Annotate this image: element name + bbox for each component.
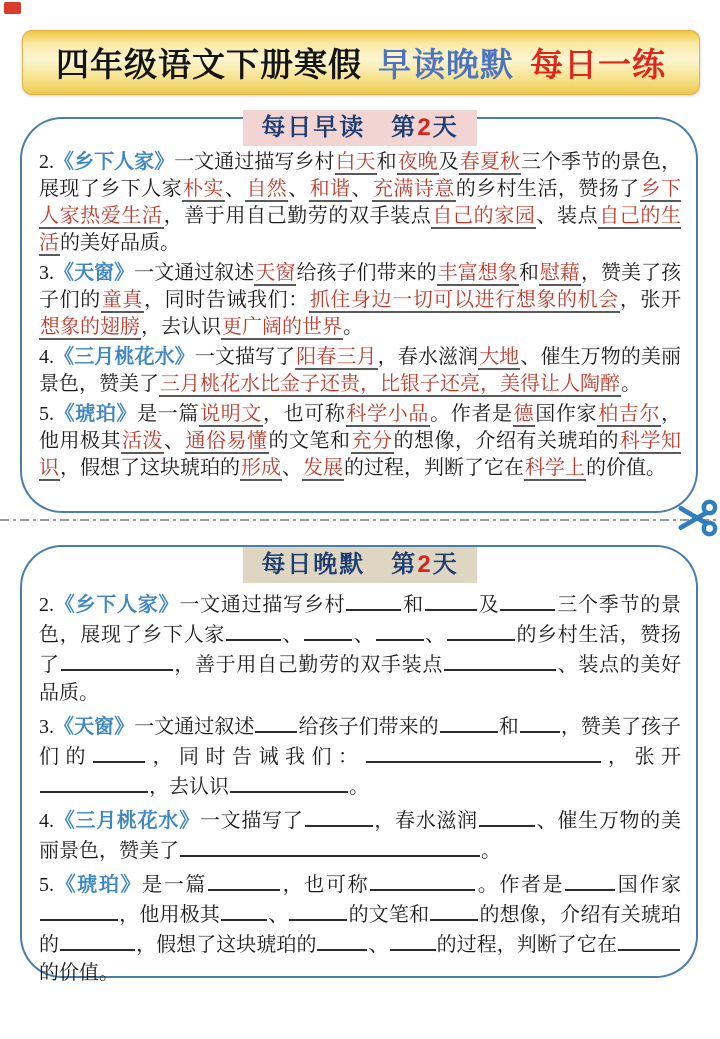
body-text: ，善于用自己勤劳的双手装点 xyxy=(163,205,432,227)
blank-line xyxy=(376,619,424,641)
answer-text: 充满诗意 xyxy=(372,178,455,200)
corner-mark xyxy=(4,2,21,14)
answer-text: 充分 xyxy=(351,430,393,452)
body-text: ，同时告诫我们： xyxy=(146,746,365,768)
body-text: ，春水滋润 xyxy=(373,810,478,832)
body-text: 和 xyxy=(402,594,424,616)
day-number: 2 xyxy=(417,114,433,141)
answer-text: 自然 xyxy=(246,178,288,200)
blank-line xyxy=(447,619,515,641)
blank-line xyxy=(289,899,347,921)
answer-text: 活泼 xyxy=(122,430,163,452)
answer-text: 天窗 xyxy=(255,262,296,284)
body-text: 。 xyxy=(343,316,363,338)
body-text: 。作者是 xyxy=(476,874,565,896)
answer-text: 乡下人家热爱生活 xyxy=(39,178,682,227)
body-text: 的过程，判断了它在 xyxy=(436,934,618,956)
answer-text: 柏吉尔 xyxy=(598,403,661,425)
body-text: 、装点的美好品质。 xyxy=(39,654,682,704)
blank-line xyxy=(520,711,560,733)
book-title: 《三月桃花水》 xyxy=(54,810,200,832)
book-title: 《天窗》 xyxy=(54,716,135,738)
answer-text: 发展 xyxy=(303,457,343,479)
body-text: ，他用极其 xyxy=(39,403,682,452)
body-text: 国作家 xyxy=(535,403,598,425)
body-text: 、装点 xyxy=(536,205,599,227)
body-text: 和 xyxy=(518,262,539,284)
item-number: 3. xyxy=(39,262,54,284)
book-title: 《乡下人家》 xyxy=(54,594,180,616)
body-text: 及 xyxy=(438,151,459,173)
answer-text: 春夏秋 xyxy=(459,151,520,173)
body-text: 三个季节的景色，展现了乡下人家 xyxy=(39,151,682,200)
page-title xyxy=(56,39,666,86)
blank-line xyxy=(425,589,477,611)
body-text: 及 xyxy=(477,594,500,616)
blank-line xyxy=(444,649,556,671)
body-text: 和 xyxy=(376,151,397,173)
body-text: 的想像，介绍有关琥珀的 xyxy=(39,904,682,956)
body-text: ，张开 xyxy=(601,746,681,768)
section-header-suffix: 天 xyxy=(432,551,459,578)
section-header-suffix: 天 xyxy=(432,114,459,141)
body-text: 的文笔和 xyxy=(348,904,430,926)
paragraph xyxy=(39,401,681,482)
body-text: 国作家 xyxy=(616,874,682,896)
book-title: 《琥珀》 xyxy=(54,403,138,425)
answer-text: 说明文 xyxy=(200,403,262,425)
body-text: 。作者是 xyxy=(430,403,513,425)
blank-line xyxy=(93,741,145,763)
body-text: 、 xyxy=(351,178,372,200)
body-text: 、 xyxy=(288,178,309,200)
body-text: 三个季节的景色，展现了乡下人家 xyxy=(39,594,682,646)
blank-line xyxy=(61,649,173,671)
item-number: 5. xyxy=(39,403,54,425)
body-text: 的想像，介绍有关琥珀的 xyxy=(393,430,619,452)
book-title: 《乡下人家》 xyxy=(54,151,175,173)
body-text: 一文描写了 xyxy=(194,346,296,368)
evening-dictation-content xyxy=(39,589,681,987)
body-text: ，善于用自己勤劳的双手装点 xyxy=(173,654,444,676)
answer-text: 童真 xyxy=(101,289,144,311)
blank-line xyxy=(40,899,118,921)
body-text: 给孩子们带来的 xyxy=(296,262,437,284)
body-text: ，也可称 xyxy=(262,403,346,425)
paragraph xyxy=(39,805,681,865)
body-text: ，他用极其 xyxy=(119,904,221,926)
answer-text: 科学小品 xyxy=(346,403,430,425)
page-title-blue: 早读晚默 xyxy=(378,48,514,84)
body-text: ，假想了这块琥珀的 xyxy=(60,457,240,479)
item-number: 3. xyxy=(39,716,54,738)
blank-line xyxy=(221,899,267,921)
scissors-icon xyxy=(677,497,719,539)
body-text: ，去认识 xyxy=(149,776,229,798)
answer-text: 夜晚 xyxy=(397,151,438,173)
item-number: 4. xyxy=(39,810,54,832)
blank-line xyxy=(479,805,535,827)
answer-text: 慰藉 xyxy=(539,262,580,284)
body-text: ，假想了这块琥珀的 xyxy=(136,934,317,956)
answer-text: 白天 xyxy=(335,151,376,173)
answer-text: 更广阔的世界 xyxy=(222,316,342,338)
answer-text: 形成 xyxy=(241,457,281,479)
item-number: 2. xyxy=(39,151,54,173)
book-title: 《天窗》 xyxy=(54,262,135,284)
body-text: 一文通过描写乡村 xyxy=(179,594,346,616)
morning-reading-box xyxy=(20,117,698,513)
blank-line xyxy=(565,869,615,891)
body-text: 一文描写了 xyxy=(199,810,304,832)
answer-text: 抓住身边一切可以进行想象的机会 xyxy=(309,289,619,311)
section-header-label: 每日早读 第 xyxy=(261,114,418,141)
body-text: 一文通过叙述 xyxy=(134,262,255,284)
body-text: 是一篇 xyxy=(137,403,200,425)
item-number: 2. xyxy=(39,594,54,616)
answer-text: 科学知识 xyxy=(39,430,681,479)
body-text: 、 xyxy=(281,624,304,646)
body-text: 的美好品质。 xyxy=(60,232,180,254)
body-text: ，赞美了孩子们的 xyxy=(39,262,682,311)
answer-text: 大地 xyxy=(479,346,520,368)
blank-line xyxy=(370,869,475,891)
body-text: ，去认识 xyxy=(141,316,221,338)
blank-line xyxy=(390,929,436,951)
blank-line xyxy=(230,771,348,793)
blank-line xyxy=(346,589,401,611)
page-title-banner xyxy=(22,30,700,95)
day-number: 2 xyxy=(417,551,433,578)
item-number: 4. xyxy=(39,346,54,368)
body-text: 、 xyxy=(424,624,446,646)
paragraph xyxy=(39,711,681,801)
book-title: 《三月桃花水》 xyxy=(54,346,195,368)
body-text: 一文通过叙述 xyxy=(134,716,255,738)
blank-line xyxy=(304,619,352,641)
item-number: 5. xyxy=(39,874,54,896)
body-text: 。 xyxy=(621,373,641,395)
answer-text: 自己的家园 xyxy=(432,205,536,227)
answer-text: 科学上 xyxy=(525,457,585,479)
section-header-evening xyxy=(243,547,477,583)
body-text: 、 xyxy=(164,430,185,452)
answer-text: 丰富想象 xyxy=(437,262,518,284)
blank-line xyxy=(60,929,135,951)
body-text: 和 xyxy=(498,716,519,738)
body-text: 的乡村生活，赞扬了 xyxy=(39,624,682,676)
paragraph xyxy=(39,344,681,398)
body-text: 一文通过描写乡村 xyxy=(174,151,335,173)
paragraph xyxy=(39,869,681,987)
blank-line xyxy=(305,805,373,827)
body-text: 的过程，判断了它在 xyxy=(344,457,524,479)
body-text: 、 xyxy=(268,904,289,926)
body-text: ，春水滋润 xyxy=(377,346,479,368)
body-text: 的文笔和 xyxy=(268,430,351,452)
answer-text: 三月桃花水比金子还贵，比银子还亮，美得让人陶醉 xyxy=(160,373,620,395)
evening-dictation-box xyxy=(20,545,698,984)
answer-text: 想象的翅膀 xyxy=(40,316,140,338)
paragraph xyxy=(39,149,681,257)
answer-text: 自己的生活 xyxy=(39,205,682,254)
body-text: 。 xyxy=(349,776,369,798)
body-text: 的乡村生活，赞扬了 xyxy=(455,178,640,200)
blank-line xyxy=(500,589,555,611)
body-text: 是一篇 xyxy=(142,874,207,896)
body-text: ，同时告诫我们： xyxy=(144,289,309,311)
blank-line xyxy=(317,929,367,951)
body-text: 、 xyxy=(368,934,389,956)
blank-line xyxy=(440,711,498,733)
body-text: 、 xyxy=(224,178,246,200)
cut-line xyxy=(0,519,720,521)
page-title-red: 每日一练 xyxy=(530,48,666,84)
blank-line xyxy=(226,619,281,641)
answer-text: 德 xyxy=(513,403,535,425)
body-text: 、催生万物的美丽景色，赞美了 xyxy=(39,810,682,862)
body-text: 、 xyxy=(353,624,375,646)
blank-line xyxy=(618,929,680,951)
body-text: ，张开 xyxy=(619,289,682,311)
body-text: 的价值。 xyxy=(39,962,119,984)
paragraph xyxy=(39,589,681,707)
blank-line xyxy=(40,771,148,793)
body-text: ，赞美了孩子们的 xyxy=(39,716,682,768)
blank-line xyxy=(255,711,297,733)
body-text: 的价值。 xyxy=(586,457,666,479)
blank-line xyxy=(430,899,478,921)
page-title-black: 四年级语文下册寒假 xyxy=(56,48,362,84)
paragraph xyxy=(39,260,681,341)
body-text: 、 xyxy=(282,457,302,479)
answer-text: 通俗易懂 xyxy=(185,430,268,452)
morning-reading-content xyxy=(39,149,681,482)
body-text: 。 xyxy=(481,840,501,862)
section-header-label: 每日晚默 第 xyxy=(261,551,418,578)
blank-line xyxy=(180,835,480,857)
book-title: 《琥珀》 xyxy=(54,874,143,896)
body-text: 给孩子们带来的 xyxy=(298,716,439,738)
body-text: 、催生万物的美丽景色，赞美了 xyxy=(39,346,682,395)
answer-text: 朴实 xyxy=(183,178,224,200)
body-text: ，也可称 xyxy=(280,874,370,896)
section-header-morning xyxy=(243,110,477,146)
answer-text: 和谐 xyxy=(309,178,351,200)
blank-line xyxy=(366,741,601,763)
blank-line xyxy=(208,869,280,891)
answer-text: 阳春三月 xyxy=(296,346,377,368)
